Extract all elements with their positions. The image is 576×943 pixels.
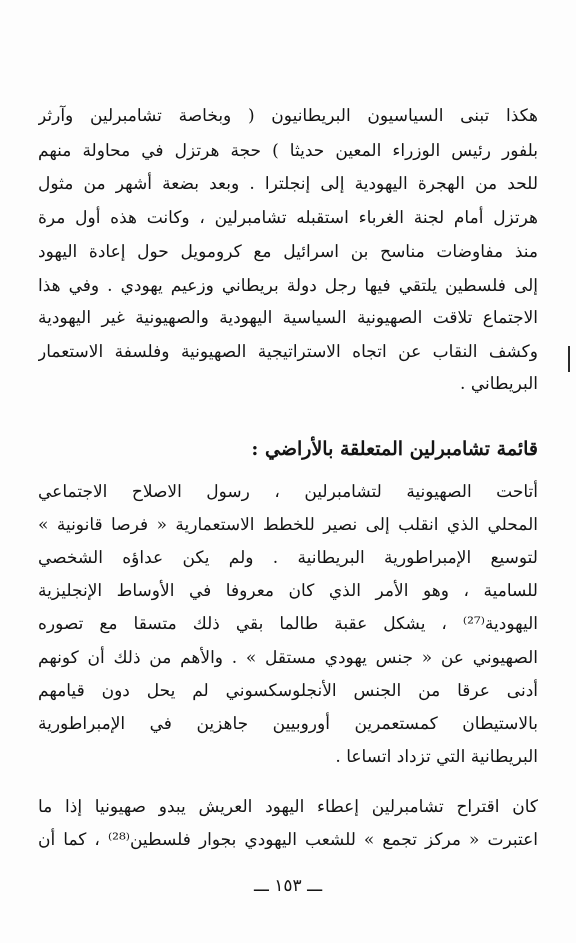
paragraph-1-line-1: هكذا تبنى السياسيون البريطانيون ( وبخاصة تشامبرلين وآرثر xyxy=(38,106,538,126)
paragraph-2-line-8: بالاستيطان كمستعمرين أوروبيين جاهزين في الإمبراطورية xyxy=(38,714,538,734)
page-number: ـــ ١٥٣ ـــ xyxy=(253,876,323,896)
paragraph-1-line-2: بلفور رئيس الوزراء المعين حديثا ) حجة هرتزل في محاولة منهم xyxy=(38,141,538,161)
paragraph-1-line-6: إلى فلسطين يلتقي فيها رجل دولة بريطاني وزعيم يهودي . وفي هذا xyxy=(38,276,538,296)
paragraph-1-line-8: وكشف النقاب عن اتجاه الاستراتيجية الصهيونية وفلسفة الاستعمار xyxy=(38,342,538,362)
paragraph-2-line-7: أدنى عرقا من الجنس الأنجلوسكسوني لم يحل دون قيامهم xyxy=(38,681,538,701)
paragraph-3-line-1: كان اقتراح تشامبرلين إعطاء اليهود العريش يبدو صهيونيا إذا ما xyxy=(38,797,538,817)
paragraph-2-line-1: أتاحت الصهيونية لتشامبرلين ، رسول الاصلاح الاجتماعي xyxy=(38,482,538,502)
paragraph-1-line-3: للحد من الهجرة اليهودية إلى إنجلترا . وبعد بضعة أشهر من مثول xyxy=(38,174,538,194)
paragraph-2-line-9: البريطانية التي تزداد اتساعا . xyxy=(335,747,538,767)
paragraph-1-line-5: منذ مفاوضات مناسح بن اسرائيل مع كرومويل حول إعادة اليهود xyxy=(38,242,538,262)
paragraph-2-line-4: للسامية ، وهو الأمر الذي كان معروفا في الأوساط الإنجليزية xyxy=(38,581,538,601)
paragraph-2-line-3: لتوسيع الإمبراطورية البريطانية . ولم يكن عداؤه الشخصي xyxy=(38,548,538,568)
paragraph-1-line-7: الاجتماع تلاقت الصهيونية السياسية اليهودية والصهيونية غير اليهودية xyxy=(38,308,538,328)
paragraph-1-line-4: هرتزل أمام لجنة الغرباء استقبله تشامبرلين ، وكانت هذه أول مرة xyxy=(38,208,538,228)
section-heading: قائمة تشامبرلين المتعلقة بالأراضي : xyxy=(251,438,538,460)
margin-mark xyxy=(568,346,570,372)
paragraph-2-line-6: الصهيوني عن « جنس يهودي مستقل » . والأهم من ذلك أن كونهم xyxy=(38,648,538,668)
paragraph-2-line-2: المحلي الذي انقلب إلى نصير للخطط الاستعمارية « فرصا قانونية » xyxy=(38,515,538,535)
paragraph-3-line-2: اعتبرت « مركز تجمع » للشعب اليهودي بجوار فلسطين⁽²⁸⁾ ، كما أن xyxy=(38,830,538,850)
paragraph-2-line-5: اليهودية⁽²⁷⁾ ، يشكل عقبة طالما بقي ذلك متسقا مع تصوره xyxy=(38,614,538,634)
paragraph-1-line-9: البريطاني . xyxy=(460,374,538,394)
